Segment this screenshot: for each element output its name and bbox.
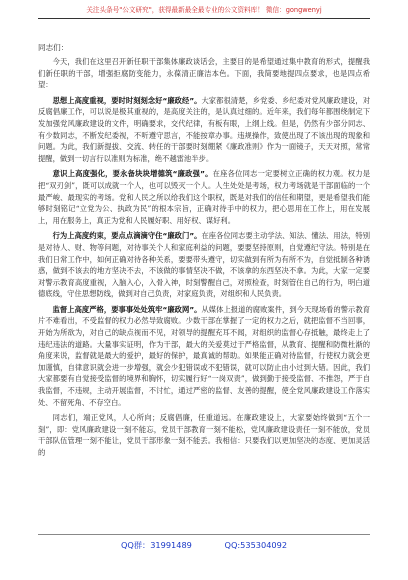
salutation: 同志们： xyxy=(38,43,69,52)
header-banner: 关注头条号"公文研究"，获得最新最全最专业的公文资料库！ 微信：gongwenyj xyxy=(86,6,322,14)
paragraph-text: 在座各位同志要主动学法、知法、懂法、用法，特别是对待人、财、物等问题，对待事关个人和家庭利益的问题，要要坚持原则，自觉遵纪守法。特别是在我们日常工作中，如何正确对待各种关系，要要带头遵守，切实做到有所为有所不为，自觉抵制各种诱惑，做到不该去的地方坚决不去，不该做的事情坚决不做，不该拿的东西坚决不拿。为此，大家一定要对警示教育高度重视，入脑入心，入骨入神，时刻警醒自己，对照检查，时刻管住自己的行为，明白道德底线，守住思想防线，做到对自己负责，对家庭负责，对组织和人民负责。 xyxy=(38,231,370,299)
paragraph xyxy=(38,95,370,165)
paragraph-text: 大家都很清楚，乡党委、乡纪委对党风廉政建设，对反腐倡廉工作，可以说是极其重视的，是高度关注的，是认真过细的。近年来，我们每年都围绕制定下发加强党风廉政建设的文件，明确要求，交代纪律，有板有眼，上纲上线。但是，仍然有少部分同志、有少数同志，不断发纪委视，不听遵守思言，不能按章办事。违规操作，致使出现了不该出现的现象和问题。为此，我们新提拔、交流、转任的干部要时刻绷紧《廉政准则》作为一面镜子，天天对照，常常提醒，做到一切言行以准则为标准，绝不越雷池半步。 xyxy=(38,95,370,163)
document-body xyxy=(38,56,370,459)
paragraph-heading: 思想上高度重视，要时时刻刻念好“廉政经”。 xyxy=(52,95,202,105)
paragraph xyxy=(38,230,370,300)
paragraph-text: 同志们，端正党风，人心所向；反腐倡廉，任重道远。在廉政建设上，大家要始终做到“五个一刻”，即：党风廉政建设一刻不能忘，党员干部教育一刻不能松，党风廉政建设责任一刻不能放，党员干部队伍管理一刻不能让，党员干部形象一刻不能丢。我相信：只要我们以更加坚决的态度、更加灵活的 xyxy=(38,413,370,457)
footer-qq: QQ:535304092 xyxy=(224,540,288,550)
paragraph-text: 从媒体上报道的腐败案件，到今天现场看的警示教育片不难看出，不受监督的权力必然导致腐败。少数干部在掌握了一定的权力之后，就把监督不当回事，开始为所欲为，对自己的缺点视而不见，对领导的提醒充耳不闻，对组织的监督心存抵触，最终走上了违纪违法的道路。大量事实证明，作为干部，最大的关爱莫过于严格监督，从教育、提醒和防微杜渐的角度来说，监督就是最大的爱护，最好的保护，最真诚的帮助。如果能正确对待监督，行使权力就会更加谨慎，自律意识就会进一步增强，就会少犯错误或不犯错误，就可以防止由小过到大错。因此，我们大家都要有自觉接受监督的境界和胸怀，切实履行好“一岗双责”，做到勤于接受监督、不推怨，严于自我监督，不违规，主动开展监督，不讨忙，通过严密的监督、友善的提醒，使全党风廉政建设工作落实处、不留死角、不存空白。 xyxy=(38,304,370,407)
paragraph-text: 在座各位同志一定要树立正确的权力观。权力是把“双刃剑”，既可以成就一个人，也可以毁灭一个人。人生处处是考场，权力考场就是干部面临的一个最严峻、最现实的考场。党和人民之所以给我们这个职权，既是对我们的信任和期望，更是希望我们能够时刻铭记“立党为公、执政为民”的根本宗旨，正确对待手中的权力，把心思用在工作上，用在发展上，用在服务上，真正为党和人民履好职、用好权、谋好利。 xyxy=(38,169,371,225)
paragraph xyxy=(38,304,370,408)
footer-qq-group: QQ群：31991489 xyxy=(120,540,192,550)
header-divider xyxy=(38,18,370,19)
footer-divider xyxy=(38,534,370,535)
footer xyxy=(0,540,408,551)
paragraph xyxy=(38,412,370,458)
paragraph-heading: 意识上高度强化，要永备块块增德筑“廉政强”。 xyxy=(52,169,213,179)
paragraph-text: 今天，我们在这里召开新任职干部集体廉政谈话会，主要目的是希望通过集中教育的形式，提醒我们新任职的干部，增强拒腐防变能力，永葆清正廉洁本色。下面，我简要地提四点要求，也是四点希望： xyxy=(38,57,370,90)
paragraph xyxy=(38,56,370,91)
paragraph xyxy=(38,168,370,226)
paragraph-heading: 行为上高度约束，要点点滴滴守住“廉政门”。 xyxy=(52,231,202,241)
paragraph-heading: 监督上高度严格，要事事处处筑牢“廉政网”。 xyxy=(52,304,202,314)
